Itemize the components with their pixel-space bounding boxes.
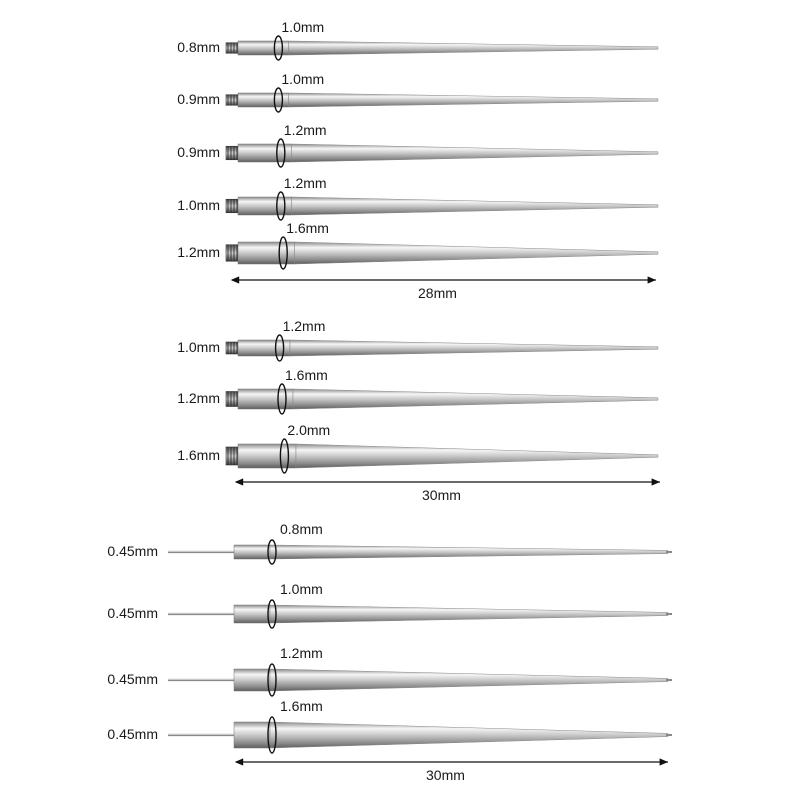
taper-body: [238, 41, 289, 55]
taper-pin: [226, 36, 658, 60]
taper-pin: [226, 384, 658, 414]
taper-body: [238, 340, 290, 356]
length-label: 30mm: [422, 487, 461, 503]
taper-cone: [270, 605, 668, 623]
taper-pin: [168, 540, 672, 564]
large-gauge-label: 1.0mm: [281, 71, 325, 87]
small-gauge-label: 0.45mm: [107, 726, 158, 742]
taper-body: [238, 197, 292, 215]
small-gauge-label: 1.6mm: [177, 447, 220, 463]
taper-cone: [270, 669, 668, 691]
large-gauge-label: 1.2mm: [280, 645, 323, 661]
large-gauge-label: 2.0mm: [287, 422, 331, 438]
taper-pin: [226, 237, 658, 269]
taper-cone: [292, 144, 659, 162]
taper-body: [238, 93, 289, 107]
small-gauge-label: 1.0mm: [177, 197, 220, 213]
length-label: 30mm: [426, 767, 465, 783]
taper-cone: [289, 41, 659, 55]
taper-body: [238, 389, 293, 409]
length-label: 28mm: [418, 285, 457, 301]
large-gauge-label: 1.2mm: [282, 318, 326, 334]
taper-pin: [226, 88, 658, 112]
taper-cone: [270, 545, 668, 559]
small-gauge-label: 1.2mm: [177, 244, 220, 260]
large-gauge-label: 1.2mm: [283, 175, 327, 191]
large-gauge-label: 1.0mm: [280, 581, 323, 597]
large-gauge-label: 1.0mm: [281, 19, 325, 35]
taper-pin: [226, 335, 658, 361]
small-gauge-label: 0.9mm: [177, 91, 220, 107]
taper-pin: [168, 664, 672, 696]
small-gauge-label: 0.45mm: [107, 605, 158, 621]
taper-pin: [226, 139, 658, 167]
large-gauge-label: 1.6mm: [286, 220, 329, 236]
taper-cone: [295, 242, 659, 264]
small-gauge-label: 0.45mm: [107, 543, 158, 559]
taper-cone: [296, 444, 658, 468]
small-gauge-label: 1.2mm: [177, 390, 220, 406]
taper-pin: [168, 600, 672, 628]
taper-cone: [289, 93, 659, 107]
taper-cone: [293, 389, 658, 409]
taper-body: [234, 545, 270, 559]
taper-body: [234, 605, 270, 623]
small-gauge-label: 0.9mm: [177, 144, 220, 160]
small-gauge-label: 0.8mm: [177, 39, 220, 55]
large-gauge-label: 1.6mm: [285, 367, 328, 383]
taper-body: [234, 669, 270, 691]
taper-cone: [290, 340, 658, 356]
small-gauge-label: 0.45mm: [107, 671, 158, 687]
taper-cone: [292, 197, 659, 215]
taper-body: [238, 144, 292, 162]
taper-pin: [168, 717, 672, 753]
large-gauge-label: 1.6mm: [280, 698, 323, 714]
taper-cone: [270, 722, 668, 748]
large-gauge-label: 1.2mm: [283, 122, 327, 138]
small-gauge-label: 1.0mm: [177, 339, 220, 355]
taper-pin: [226, 192, 658, 220]
taper-pin: [226, 439, 658, 473]
taper-body: [234, 722, 270, 748]
large-gauge-label: 0.8mm: [280, 521, 323, 537]
